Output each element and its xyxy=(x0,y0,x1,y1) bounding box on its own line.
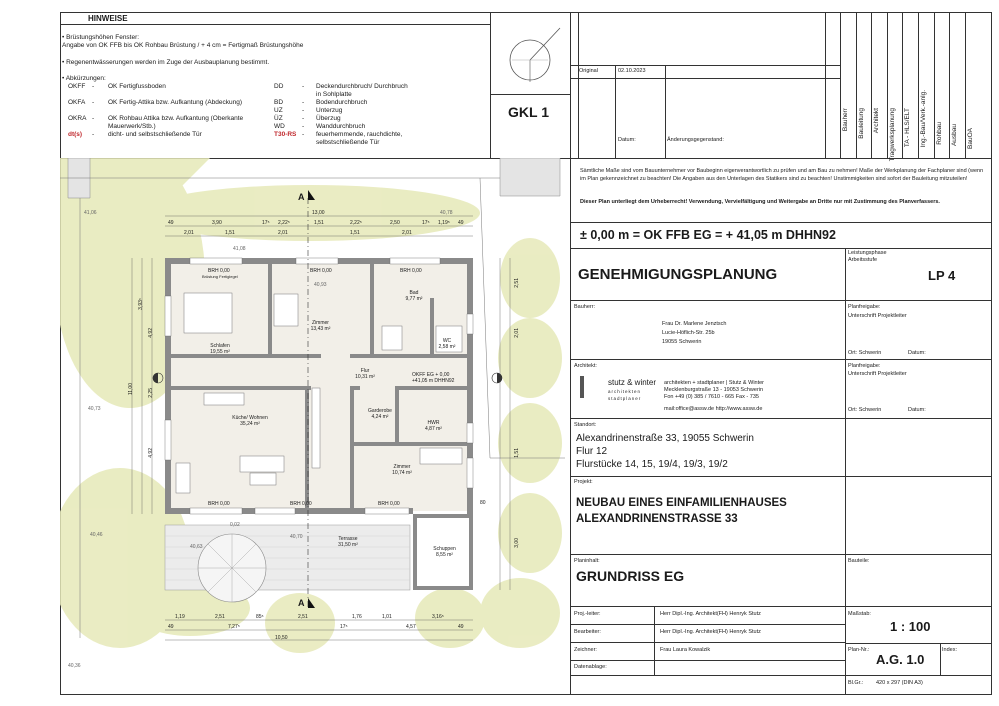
logo-sub-2: stadtplaner xyxy=(608,396,642,401)
spot-height: 40,78 xyxy=(440,210,453,216)
room-area: 13,43 m² xyxy=(310,326,331,332)
freigabe-datum-2: Datum: xyxy=(908,407,926,413)
floor-plan xyxy=(60,158,570,695)
col-ausbau: Ausbau xyxy=(951,124,958,147)
brh-label: BRH 0,00 xyxy=(310,268,332,274)
architekt-line: mail:office@assw.de http://www.assw.de xyxy=(664,406,763,412)
room-name: Küche/ Wohnen xyxy=(232,415,268,421)
col-rohbau: Rohbau xyxy=(936,122,943,145)
room-name: Bad xyxy=(409,290,419,296)
spot-height: 40,93 xyxy=(314,282,327,288)
overall-depth: 11,00 xyxy=(128,383,134,396)
room-terrasse xyxy=(328,536,368,548)
room-name: Schlafen xyxy=(210,343,230,349)
brh-label: BRH 0,00 xyxy=(290,501,312,507)
phase-title: GENEHMIGUNGSPLANUNG xyxy=(578,266,778,283)
architect-logo xyxy=(580,376,657,410)
abbrev-code: OKRA xyxy=(68,115,87,122)
abbrev-text: Deckendurchbruch/ Durchbruch in Sohlplatte xyxy=(316,83,408,98)
abbrev-code: dt(s) xyxy=(68,131,83,138)
col-bauherr: Bauherr xyxy=(842,108,849,132)
freigabe-label-1: Planfreigabe: xyxy=(848,304,881,310)
revision-table xyxy=(570,12,992,162)
col-bauoa: BauOA xyxy=(967,128,974,149)
standort-label: Standort: xyxy=(574,422,597,428)
abbrev-code: OKFF xyxy=(68,83,86,90)
logo-name: stutz & winter xyxy=(608,378,657,387)
people-label: Datenablage: xyxy=(574,664,607,670)
spot-height: 40,73 xyxy=(88,406,101,412)
room-hwr xyxy=(416,420,451,432)
right-dim: 3,00 xyxy=(514,538,520,548)
brh-label: BRH 0,00 xyxy=(208,501,230,507)
room-area: 19,55 m² xyxy=(210,349,230,355)
room-area: 8,55 m² xyxy=(436,552,453,558)
col-architekt: Architekt xyxy=(873,108,880,134)
datum-label: Datum: xyxy=(618,137,636,143)
room-garderobe xyxy=(360,408,400,420)
people-label: Proj.-leiter: xyxy=(574,611,601,617)
room-name: Zimmer xyxy=(312,320,329,326)
spot-height: 40,46 xyxy=(90,532,103,538)
blattgr-label: Bl.Gr.: xyxy=(848,680,864,686)
abbrev-text: Wanddurchbruch xyxy=(316,123,366,130)
standort-line: Flurstücke 14, 15, 19/4, 19/3, 19/2 xyxy=(576,459,728,470)
room-name: Garderobe xyxy=(368,408,392,414)
room-area: 4,87 m² xyxy=(425,426,442,432)
top-dim-2: 2,01 xyxy=(402,230,412,236)
section-a-top: A xyxy=(298,192,305,202)
top-dim: 2,22⁵ xyxy=(350,220,362,226)
top-dim: 17⁵ xyxy=(262,220,270,226)
abbrev-code: BD xyxy=(274,99,284,106)
level-tag-2: +41,05 m DHHN92 xyxy=(412,378,455,384)
top-dim: 49 xyxy=(458,220,464,226)
freigabe-ort-1: Ort: Schwerin xyxy=(848,350,882,356)
standort-line: Flur 12 xyxy=(576,446,608,457)
original-date: 02.10.2023 xyxy=(618,68,646,74)
top-dim-2: 1,51 xyxy=(225,230,235,236)
bottom-dim-2: 49 xyxy=(458,624,464,630)
architekt-label: Architekt: xyxy=(574,363,597,369)
col-ta: TA - HLS/ELT xyxy=(904,108,911,148)
top-dim: 17⁵ xyxy=(422,220,430,226)
top-dim: 2,50 xyxy=(390,220,400,226)
architekt-line: Mecklenburgstraße 13 - 19053 Schwerin xyxy=(664,387,764,393)
bottom-dim-2: 17⁵ xyxy=(340,624,348,630)
bottom-dim: 1,76 xyxy=(352,614,362,620)
phase-label: Leistungsphase Arbeitsstufe xyxy=(848,250,887,263)
abbrev-dash: - xyxy=(92,115,95,122)
freigabe-label-2: Planfreigabe: xyxy=(848,363,881,369)
title-block xyxy=(570,158,992,695)
hinweise-line-4: • Abkürzungen: xyxy=(62,75,106,82)
planinhalt-label: Planinhalt: xyxy=(574,558,600,564)
abbrev-dash: - xyxy=(92,131,95,138)
brh-label: BRH 0,00 xyxy=(400,268,422,274)
top-dim-2: 2,01 xyxy=(278,230,288,236)
change-label: Änderungsgegenstand: xyxy=(667,137,724,143)
abbrev-text: OK Rohbau Attika bzw. Aufkantung (Oberkante Mauerwerk/Stb.) xyxy=(108,115,244,130)
spot-height: 41,08 xyxy=(233,246,246,252)
abbrev-dash: - xyxy=(302,107,305,114)
room-area: 2,58 m² xyxy=(438,344,456,350)
bottom-dim: 1,01 xyxy=(382,614,392,620)
freigabe-ort-2: Ort: Schwerin xyxy=(848,407,882,413)
height-reference: ± 0,00 m = OK FFB EG = + 41,05 m DHHN92 xyxy=(580,228,836,242)
bottom-dim: 3,16⁵ xyxy=(432,614,444,620)
north-arrow-icon xyxy=(500,20,570,90)
abbrev-dash: - xyxy=(302,131,305,138)
room-area: 35,24 m² xyxy=(240,421,260,427)
plan-nr-value: A.G. 1.0 xyxy=(876,652,925,667)
section-a-bottom: A xyxy=(298,598,305,608)
bottom-dim-2: 4,57 xyxy=(406,624,416,630)
room-name: Flur xyxy=(360,368,370,374)
people-value: Herr Dipl.-Ing. Architekt(FH) Henryk Stutz xyxy=(660,611,761,617)
room-name: HWR xyxy=(427,420,440,426)
bottom-dim: 2,51 xyxy=(298,614,308,620)
bauherr-line: Frau Dr. Marlene Jenztsch xyxy=(662,321,727,327)
planinhalt-value: GRUNDRISS EG xyxy=(576,568,685,584)
freigabe-datum-1: Datum: xyxy=(908,350,926,356)
right-dim: 2,01 xyxy=(514,328,520,338)
room-bad xyxy=(394,290,434,302)
top-dim-2: 1,51 xyxy=(350,230,360,236)
left-dim: 3,93⁵ xyxy=(138,298,144,310)
freigabe-sub-2: Unterschrift Projektleiter xyxy=(848,371,907,377)
right-dim: 1,51 xyxy=(514,448,520,458)
hinweise-line-3: • Regenentwässerungen werden im Zuge der Ausbauplanung bestimmt. xyxy=(62,59,270,66)
people-label: Zeichner: xyxy=(574,647,597,653)
blattgr-value: 420 x 297 (DIN A3) xyxy=(876,680,923,686)
site-plan-drawing xyxy=(60,158,570,695)
abbrev-text: Bodendurchbruch xyxy=(316,99,368,106)
abbrev-text: dicht- und selbstschließende Tür xyxy=(108,131,202,138)
abbrev-dash: - xyxy=(302,99,305,106)
overall-width: 13,00 xyxy=(312,210,325,216)
room-wc xyxy=(432,338,462,350)
top-dim: 1,51 xyxy=(314,220,324,226)
logo-sub-1: architekten xyxy=(608,389,642,394)
projekt-line: ALEXANDRINENSTRASSE 33 xyxy=(576,513,738,525)
room-name: Schuppen xyxy=(433,546,456,552)
room-zimmer-2 xyxy=(382,464,422,476)
abbrev-code: ÜZ xyxy=(274,115,283,122)
level-tag: OKFF EG + 0,00 xyxy=(412,372,450,378)
original-label: Original xyxy=(579,68,598,74)
room-schlafen xyxy=(190,343,250,355)
top-dim: 49 xyxy=(168,220,174,226)
abbrev-text: Unterzug xyxy=(316,107,343,114)
top-dim: 2,22⁵ xyxy=(278,220,290,226)
brh-label: BRH 0,00 xyxy=(378,501,400,507)
bottom-dim: 2,51 xyxy=(215,614,225,620)
bauherr-line: Lucie-Höflich-Str. 25b xyxy=(662,330,715,336)
spot-height: 0,02 xyxy=(230,522,240,528)
room-flur xyxy=(345,368,385,380)
spot-height: 40,63 xyxy=(190,544,203,550)
freigabe-sub-1: Unterschrift Projektleiter xyxy=(848,313,907,319)
col-ingbau: Ing.-Bau/Verk.-anlg. xyxy=(920,90,927,148)
spot-height: 40,36 xyxy=(68,663,81,669)
abbrev-text: OK Fertig-Attika bzw. Aufkantung (Abdeckung) xyxy=(108,99,243,106)
room-area: 10,31 m² xyxy=(355,374,375,380)
hinweise-title: HINWEISE xyxy=(88,14,128,23)
abbrev-text: Überzug xyxy=(316,115,341,122)
architekt-line: architekten + stadtplaner | Stutz & Winter xyxy=(664,380,765,386)
top-dim-2: 2,01 xyxy=(184,230,194,236)
room-area: 10,74 m² xyxy=(392,470,412,476)
col-bauleitung: Bauleitung xyxy=(858,108,865,139)
spot-height: 80 xyxy=(480,500,486,506)
abbrev-code: DD xyxy=(274,83,284,90)
abbrev-code: T30-RS xyxy=(274,131,297,138)
left-dim: 4,92 xyxy=(148,448,154,458)
left-dim: 2,25 xyxy=(148,388,154,398)
brh-sub: Brüstung Fertiglegel xyxy=(202,274,238,279)
abbrev-text: feuerhemmende, rauchdichte, selbstschließende Tür xyxy=(316,131,403,146)
abbrev-code: OKFA xyxy=(68,99,86,106)
standort-line: Alexandrinenstraße 33, 19055 Schwerin xyxy=(576,433,754,444)
top-dim: 1,19⁵ xyxy=(438,220,450,226)
bauherr-line: 19055 Schwerin xyxy=(662,339,702,345)
room-schuppen xyxy=(422,546,467,558)
gkl-label: GKL 1 xyxy=(508,104,549,120)
bottom-dim-2: 49 xyxy=(168,624,174,630)
room-zimmer-1 xyxy=(298,320,343,332)
people-value: Herr Dipl.-Ing. Architekt(FH) Henryk Stutz xyxy=(660,629,761,635)
abbrev-dash: - xyxy=(302,115,305,122)
top-dim: 3,90 xyxy=(212,220,222,226)
notice-bold: Dieser Plan unterliegt dem Urheberrecht! Verwendung, Vervielfältigung und Weitergabe an Dritte nur mit Zustimmung des Planverfassers. xyxy=(580,199,940,205)
room-name: WC xyxy=(442,338,452,344)
abbrev-dash: - xyxy=(92,83,95,90)
abbrev-code: UZ xyxy=(274,107,283,114)
people-label: Bearbeiter: xyxy=(574,629,601,635)
projekt-line: NEUBAU EINES EINFAMILIENHAUSES xyxy=(576,497,787,509)
hinweise-line-2: Angabe von OK FFB bis OK Rohbau Brüstung / + 4 cm = Fertigmaß Brüstungshöhe xyxy=(62,42,304,49)
architekt-line: Fon +49 (0) 385 / 7610 - 665 Fax - 735 xyxy=(664,394,759,400)
bauherr-label: Bauherr: xyxy=(574,304,596,310)
bauteile-label: Bauteile: xyxy=(848,558,870,564)
massstab-value: 1 : 100 xyxy=(890,619,931,634)
index-label: Index: xyxy=(942,647,957,653)
spot-height: 40,70 xyxy=(290,534,303,540)
room-kueche-wohnen xyxy=(220,415,280,427)
abbrev-dash: - xyxy=(92,99,95,106)
bottom-dim: 85⁵ xyxy=(256,614,264,620)
hinweise-line-1: • Brüstungshöhen Fenster: xyxy=(62,34,140,41)
room-area: 31,50 m² xyxy=(338,542,358,548)
hinweise-block xyxy=(60,12,570,158)
col-tragwerk: Tragwerksplanung xyxy=(889,108,896,162)
left-dim: 4,92 xyxy=(148,328,154,338)
bottom-dim-2: 7,27⁵ xyxy=(228,624,240,630)
abbrev-code: WD xyxy=(274,123,285,130)
room-area: 9,77 m² xyxy=(405,296,423,302)
room-name: Terrasse xyxy=(338,536,358,542)
room-area: 4,24 m² xyxy=(371,414,389,420)
people-value: Frau Laura Kowalzik xyxy=(660,647,711,653)
bottom-dim: 1,19 xyxy=(175,614,185,620)
right-dim: 2,51 xyxy=(514,278,520,288)
brh-label: BRH 0,00 xyxy=(208,268,230,274)
abbrev-dash: - xyxy=(302,83,305,90)
bottom-width: 10,50 xyxy=(275,635,288,641)
abbrev-dash: - xyxy=(302,123,305,130)
phase-value: LP 4 xyxy=(928,268,956,283)
abbrev-text: OK Fertigfussboden xyxy=(108,83,166,90)
massstab-label: Maßstab: xyxy=(848,611,871,617)
room-name: Zimmer xyxy=(393,464,411,470)
notice-text: Sämtliche Maße sind vom Bauunternehmer vor Baubeginn eigenverantwortlich zu prüfen und am Bau zu nehmen! Maße der Werkplanung der Fachplaner sind (wenn im Plan gekennzeichnet zu beachten! Die Angaben aus den Unterlagen des Statikers sind zu beachten! Unstimmigkeiten sind sofort der Bauleitung mitzuteilen! xyxy=(580,168,984,182)
spot-height: 41,06 xyxy=(84,210,97,216)
projekt-label: Projekt: xyxy=(574,479,593,485)
plan-nr-label: Plan-Nr.: xyxy=(848,647,870,653)
